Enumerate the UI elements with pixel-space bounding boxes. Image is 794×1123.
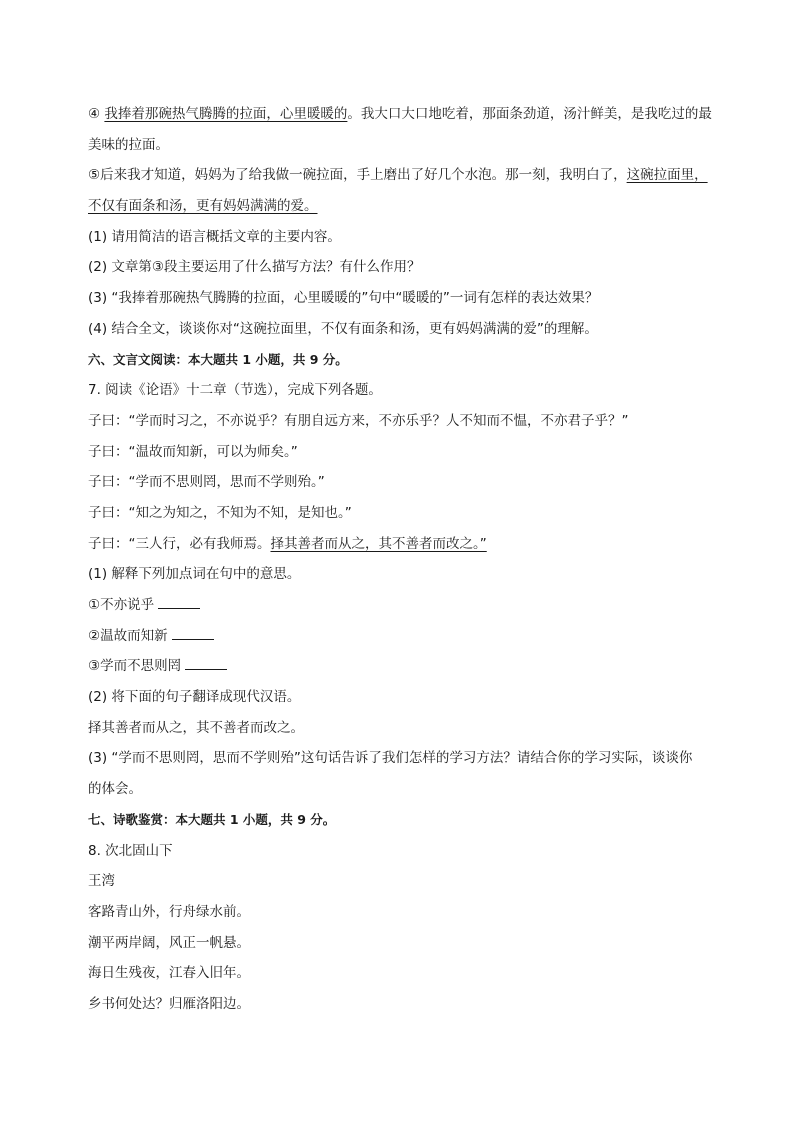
text-line <box>88 743 728 774</box>
text-span: (2) 文章第③段主要运用了什么描写方法？有什么作用？ <box>88 259 421 276</box>
section-heading <box>88 805 728 836</box>
text-line <box>88 375 728 406</box>
text-span: 7. 阅读《论语》十二章（节选），完成下列各题。 <box>88 382 382 399</box>
text-span: 海日生残夜，江春入旧年。 <box>88 965 250 982</box>
text-span: (1) 请用简洁的语言概括文章的主要内容。 <box>88 228 341 245</box>
text-span: 子曰：“知之为知之，不知为不知，是知也。” <box>88 504 352 521</box>
answer-blank[interactable] <box>158 596 200 609</box>
text-span: 8. 次北固山下 <box>88 842 173 859</box>
text-span: (4) 结合全文，谈谈你对“这碗拉面里，不仅有面条和汤，更有妈妈满满的爱”的理解。 <box>88 320 598 337</box>
text-line <box>88 314 728 345</box>
text-line <box>88 682 728 713</box>
text-span: 择其善者而从之，其不善者而改之。 <box>88 719 304 736</box>
text-line <box>88 160 728 191</box>
text-line <box>88 836 728 867</box>
text-span: ①不亦说乎 <box>88 597 155 613</box>
fill-blank-item <box>88 590 728 621</box>
text-line <box>88 897 728 928</box>
text-line <box>88 928 728 959</box>
text-span: 子曰：“三人行，必有我师焉。 <box>88 535 271 552</box>
text-line <box>88 283 728 314</box>
document-body <box>88 99 728 1020</box>
text-span: (3) “学而不思则罔，思而不学则殆”这句话告诉了我们怎样的学习方法？请结合你的学习实际，谈谈你 <box>88 750 693 767</box>
text-span: ②温故而知新 <box>88 627 168 644</box>
answer-blank[interactable] <box>185 657 227 670</box>
fill-blank-item <box>88 651 728 682</box>
text-line <box>88 99 728 130</box>
text-line <box>88 713 728 744</box>
text-line <box>88 958 728 989</box>
text-line <box>88 774 728 805</box>
text-span: 子曰：“学而不思则罔，思而不学则殆。” <box>88 474 325 491</box>
text-span: 乡书何处达？归雁洛阳边。 <box>88 995 250 1012</box>
text-span: 子曰：“温故而知新，可以为师矣。” <box>88 443 298 460</box>
text-line <box>88 222 728 253</box>
text-line <box>88 559 728 590</box>
text-span: (3) “我捧着那碗热气腾腾的拉面，心里暖暖的”句中“暖暖的”一词有怎样的表达效果？ <box>88 290 599 307</box>
text-span: (2) 将下面的句子翻译成现代汉语。 <box>88 689 301 706</box>
text-span: 七、诗歌鉴赏：本大题共 1 小题，共 9 分。 <box>88 811 336 827</box>
text-line <box>88 130 728 161</box>
text-line <box>88 437 728 468</box>
underlined-text: 不仅有面条和汤，更有妈妈满满的爱。 <box>88 198 318 215</box>
text-span: 王湾 <box>88 873 115 890</box>
text-line <box>88 529 728 560</box>
text-span: 美味的拉面。 <box>88 136 169 153</box>
text-span: 潮平两岸阔，风正一帆悬。 <box>88 934 250 951</box>
section-heading <box>88 345 728 376</box>
text-span: ⑤后来我才知道，妈妈为了给我做一碗拉面，手上磨出了好几个水泡。那一刻，我明白了， <box>88 167 627 184</box>
text-span: (1) 解释下列加点词在句中的意思。 <box>88 566 301 583</box>
text-line <box>88 467 728 498</box>
answer-blank[interactable] <box>172 627 214 640</box>
underlined-text: 我捧着那碗热气腾腾的拉面，心里暖暖的 <box>104 106 348 122</box>
text-line <box>88 191 728 222</box>
text-line <box>88 406 728 437</box>
text-line <box>88 252 728 283</box>
text-line <box>88 989 728 1020</box>
fill-blank-item <box>88 621 728 652</box>
text-span: 客路青山外，行舟绿水前。 <box>88 903 250 920</box>
underlined-text: 择其善者而从之，其不善者而改之。” <box>270 535 487 552</box>
text-span: ④ <box>88 106 105 122</box>
text-span: 的体会。 <box>88 781 142 798</box>
underlined-text: 这碗拉面里， <box>626 167 708 184</box>
text-span: 。我大口大口地吃着，那面条劲道，汤汁鲜美，是我吃过的最 <box>347 106 712 122</box>
text-span: 六、文言文阅读：本大题共 1 小题，共 9 分。 <box>88 351 348 367</box>
text-line <box>88 866 728 897</box>
text-span: 子曰：“学而时习之，不亦说乎？有朋自远方来，不亦乐乎？人不知而不愠，不亦君子乎？” <box>88 412 629 429</box>
text-line <box>88 498 728 529</box>
text-span: ③学而不思则罔 <box>88 658 182 675</box>
